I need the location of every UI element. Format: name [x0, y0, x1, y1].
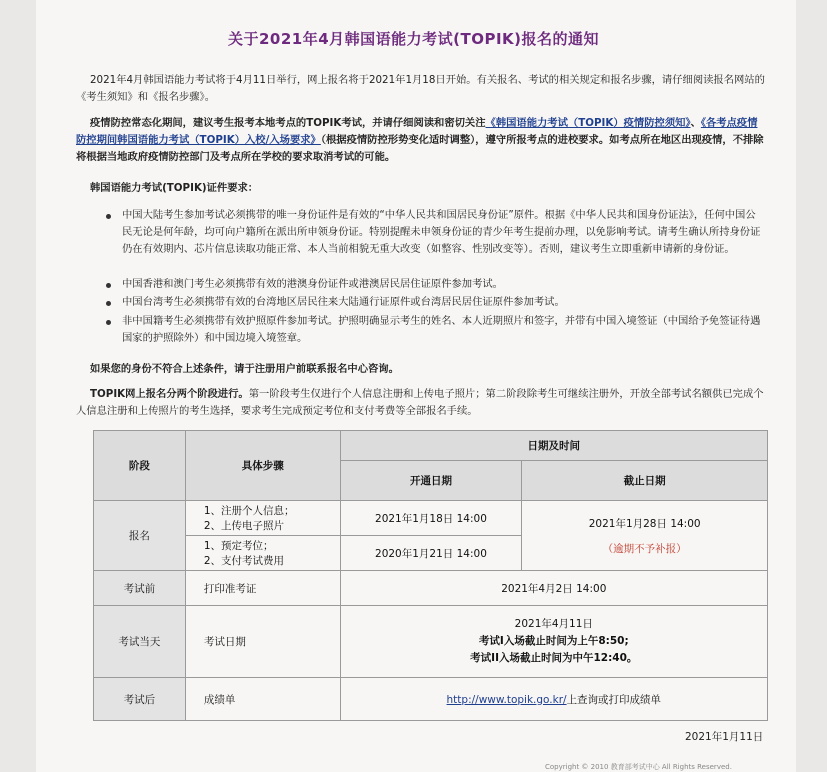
- registration-steps-2: 1、预定考位； 2、支付考试费用: [185, 536, 340, 571]
- score-report-label: 成绩单: [185, 678, 340, 721]
- bullet-dot: [106, 283, 111, 288]
- registration-steps-1: 1、注册个人信息； 2、上传电子照片: [185, 501, 340, 536]
- venue-requirements-link[interactable]: 《各考点疫情防控期间韩国语能力考试（TOPIK）入校/入场要求》: [76, 117, 758, 146]
- stage-before-exam: 考试前: [94, 571, 186, 606]
- page-title: 关于2021年4月韩国语能力考试(TOPIK)报名的通知: [227, 30, 600, 48]
- covid-paragraph: 疫情防控常态化期间，建议考生报考本地考点的TOPIK考试，并请仔细阅读和密切关注《韩国语能力考试（TOPIK）疫情防控须知》、《各考点疫情防控期间韩国语能力考试（TOPIK）入校/入场要求》（根据疫情防控形势变化适时调整），遵守所报考点的进校要求。如考点所在地区出现疫情，不排除将根据当地政府疫情防控部门及考点所在学校的要求取消考试的可能。: [76, 117, 764, 163]
- intro-paragraph: 2021年4月韩国语能力考试将于4月11日举行，网上报名将于2021年1月18日开始。有关报名、考试的相关规定和报名步骤，请仔细阅读报名网站的《考生须知》和《报名步骤》。: [76, 74, 765, 103]
- admission-ticket-date: 2021年4月2日 14:00: [340, 571, 767, 606]
- bullet-dot: [106, 320, 111, 325]
- header-close-date: 截止日期: [522, 461, 768, 501]
- stage-after-exam: 考试后: [94, 678, 186, 721]
- stages-paragraph: TOPIK网上报名分两个阶段进行。第一阶段考生仅进行个人信息注册和上传电子照片；第二阶段除考生可继续注册外，开放全部考试名额供已完成个人信息注册和上传照片的考生选择，要求考生完成预定考位和支付考费等全部报名手续。: [76, 388, 764, 417]
- header-steps: 具体步骤: [185, 431, 340, 501]
- header-open-date: 开通日期: [340, 461, 522, 501]
- bullet-item: 中国台湾考生必须携带有效的台湾地区居民往来大陆通行证原件或台湾居民居住证原件参加考试。: [122, 296, 565, 308]
- exam-day-details: 2021年4月11日 考试I入场截止时间为上午8:50; 考试II入场截止时间为中午12:40。: [340, 606, 767, 678]
- stage-registration: 报名: [94, 501, 186, 571]
- id-requirements-heading: 韩国语能力考试(TOPIK)证件要求：: [90, 182, 259, 194]
- score-report-details: http://www.topik.go.kr/上查询或打印成绩单: [340, 678, 767, 721]
- registration-open-1: 2021年1月18日 14:00: [340, 501, 522, 536]
- contact-note: 如果您的身份不符合上述条件，请于注册用户前联系报名中心咨询。: [90, 363, 399, 375]
- header-datetime: 日期及时间: [340, 431, 767, 461]
- exam-date-label: 考试日期: [185, 606, 340, 678]
- header-stage: 阶段: [94, 431, 186, 501]
- notice-date: 2021年1月11日: [685, 731, 764, 743]
- bullet-dot: [106, 214, 111, 219]
- covid-guide-link[interactable]: 《韩国语能力考试（TOPIK）疫情防控须知》: [485, 117, 691, 129]
- bullet-item: 中国香港和澳门考生必须携带有效的港澳身份证件或港澳居民居住证原件参加考试。: [122, 278, 503, 290]
- topik-site-link[interactable]: http://www.topik.go.kr/: [446, 693, 567, 706]
- stage-exam-day: 考试当天: [94, 606, 186, 678]
- bullet-item: 非中国籍考生必须携带有效护照原件参加考试。护照明确显示考生的姓名、本人近期照片和签字，并带有中国入境签证（中国给予免签证待遇国家的护照除外）和中国边境入境签章。: [122, 315, 761, 344]
- bullet-dot: [106, 301, 111, 306]
- schedule-table: [93, 430, 768, 721]
- print-admission-ticket: 打印准考证: [185, 571, 340, 606]
- late-note: （逾期不予补报）: [602, 542, 687, 555]
- registration-close: 2021年1月28日 14:00 （逾期不予补报）: [522, 501, 768, 571]
- registration-open-2: 2020年1月21日 14:00: [340, 536, 522, 571]
- bullet-item: 中国大陆考生参加考试必须携带的唯一身份证件是有效的“中华人民共和国居民身份证”原件。根据《中华人民共和国身份证法》，任何中国公民无论是何年龄，均可向户籍所在派出所申领身份证。特别提醒未申领身份证的青少年考生提前办理，以免影响考试。请考生确认所持身份证仍在有效期内、芯片信息读取功能正常、本人当前相貌无重大改变（如整容、性别改变等）。否则，建议考生立即重新申请新的身份证。: [122, 209, 761, 255]
- copyright-text: Copyright © 2010 教育部考试中心 All Rights Reserved.: [545, 763, 732, 771]
